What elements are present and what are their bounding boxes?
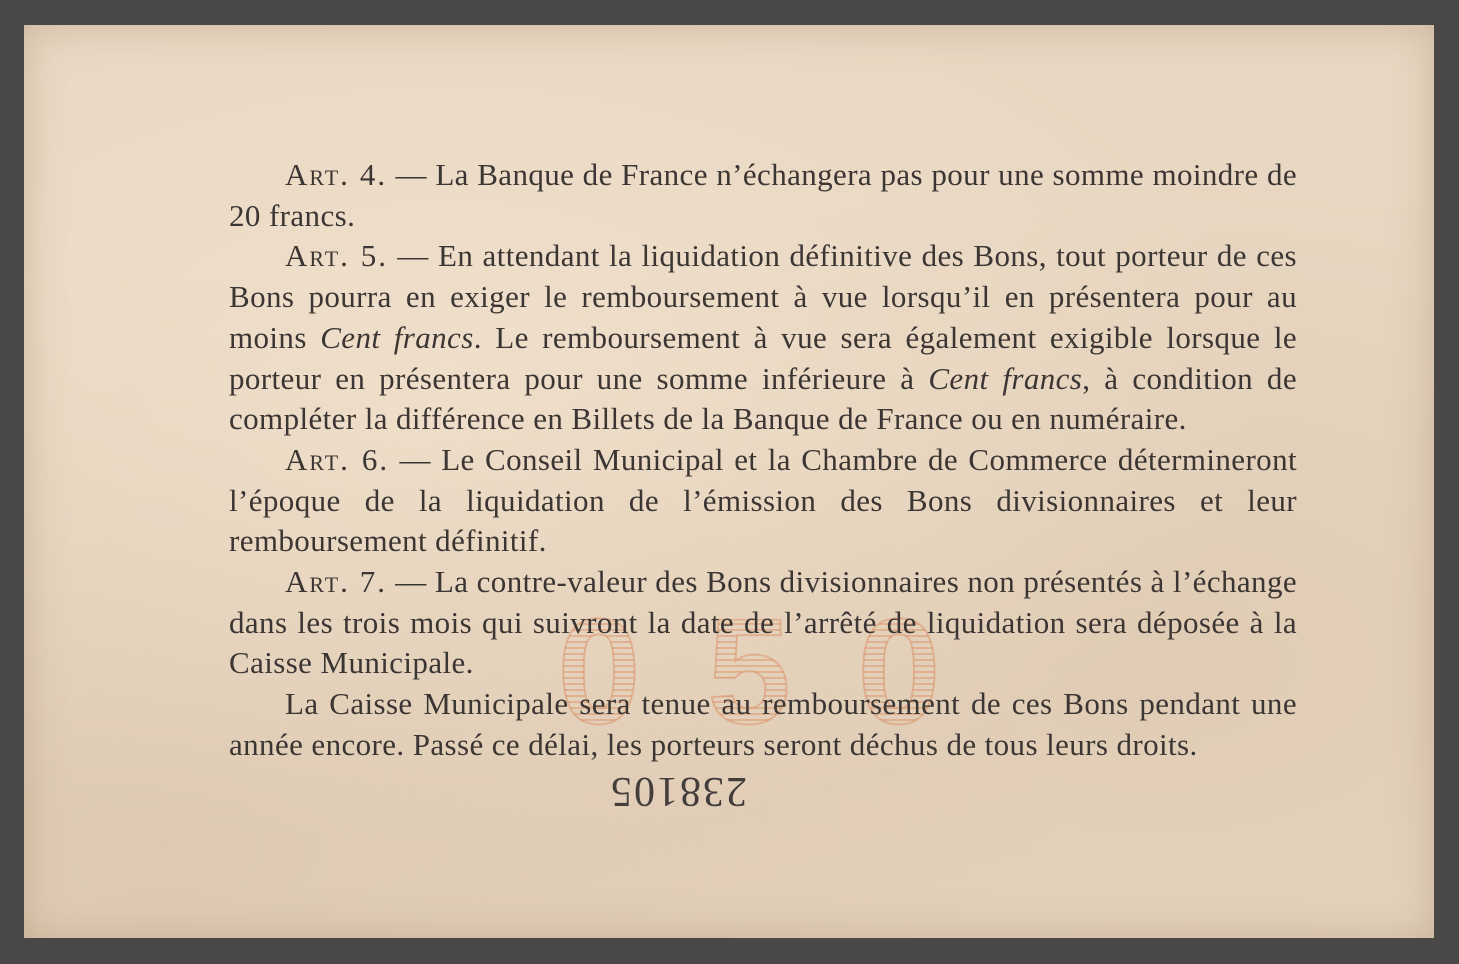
article-text: — La Banque de France n’échangera pas pour une somme moindre de 20 francs.	[229, 157, 1297, 233]
article-text: . Le remboursement à vue sera également exigible lorsque le porteur en présentera pour une somme inférieure à	[229, 319, 1297, 396]
article-label: Art. 5.	[285, 238, 389, 274]
article-text: — En attendant la liquidation définitive des Bons, tout porteur de ces Bons pourra en exiger le remboursement à vue lorsqu’il en présentera pour au moins	[229, 238, 1297, 355]
article-text: — La contre-valeur des Bons divisionnaires non présentés à l’échange dans les trois mois qui suivront la date de l’arrêté de liquidation sera déposée à la Caisse Municipale.	[229, 564, 1297, 681]
article-italic-text: Cent francs	[320, 319, 474, 355]
watermark-digit: 0	[857, 603, 941, 733]
article-paragraph	[229, 562, 1297, 684]
article-italic-text: Cent francs	[928, 360, 1083, 396]
watermark-digit: 5	[707, 603, 791, 733]
regulation-text	[229, 155, 1297, 766]
article-label: Art. 7.	[285, 564, 388, 600]
serial-number: 238105	[609, 768, 747, 814]
article-label: Art. 6.	[285, 441, 390, 477]
article-text: — Le Conseil Municipal et la Chambre de Commerce détermineront l’époque de la liquidation de l’émission des Bons divisionnaires et leur remboursement définitif.	[229, 441, 1297, 559]
banknote-reverse	[24, 25, 1434, 938]
article-paragraph	[229, 440, 1297, 562]
article-paragraph	[229, 155, 1297, 236]
watermark-digit: 0	[557, 603, 641, 733]
article-paragraph	[229, 236, 1297, 440]
article-label: Art. 4.	[285, 157, 388, 192]
article-text: La Caisse Municipale sera tenue au remboursement de ces Bons pendant une année encore. Passé ce délai, les porteurs seront déchus de tous leurs droits.	[229, 686, 1297, 762]
article-text: , à condition de compléter la différence en Billets de la Banque de France ou en numéraire.	[229, 360, 1297, 437]
article-paragraph	[229, 684, 1297, 765]
